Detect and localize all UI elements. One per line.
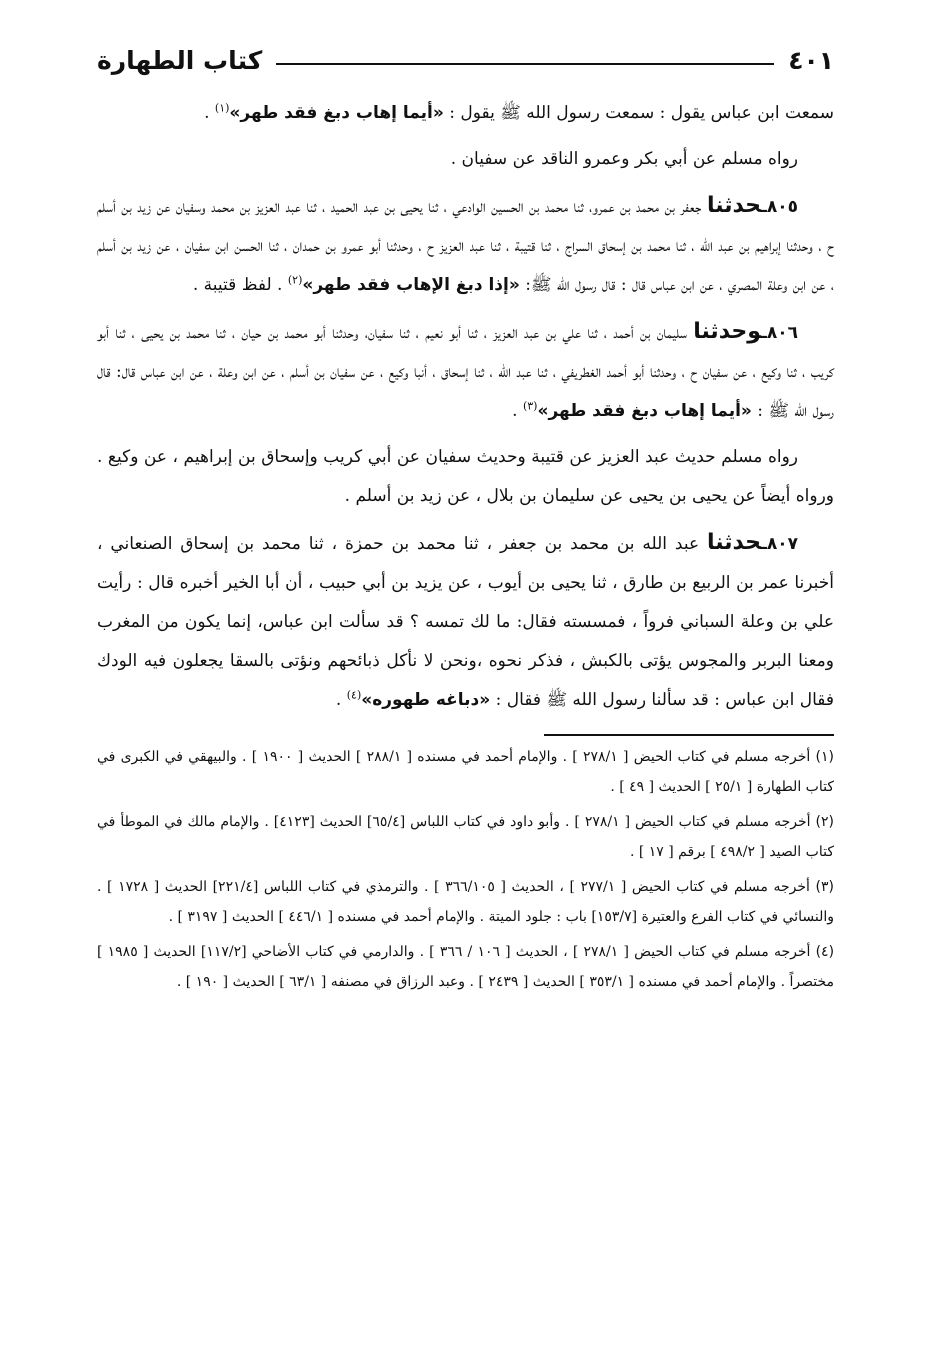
hadith-quote: «أيما إهاب دبغ فقد طهر» <box>229 103 444 123</box>
footnote-text: أخرجه مسلم في كتاب الحيض [ ٢٧٨/١ ] . والإمام أحمد في مسنده [ ٢٨٨/١ ] الحديث [ ١٩٠٠ ] . والبيهقي في الكبرى في كتاب الطهارة [ ٢٥/١ ] الحديث [ ٤٩ ] . <box>97 749 834 795</box>
narration-text: رواه مسلم حديث عبد العزيز عن قتيبة وحديث سفيان عن أبي كريب وإسحاق بن إبراهيم ، عن وكيع . ورواه أيضاً عن يحيى بن يحيى عن سليمان بن بلال ، عن زيد بن أسلم . <box>97 447 834 506</box>
footnote-marker: (١) <box>815 749 835 765</box>
footnote-marker: (٤) <box>815 944 835 960</box>
page-header <box>97 38 834 82</box>
footnotes <box>97 742 834 997</box>
hadith-quote: «دباغه طهوره» <box>361 690 491 710</box>
hadith-number: ٨٠٦ـ <box>761 323 798 343</box>
footnote-3 <box>97 872 834 932</box>
footnote-4 <box>97 937 834 997</box>
chapter-title: كتاب الطهارة <box>97 45 263 75</box>
footnote-ref[interactable]: (٣) <box>522 399 538 413</box>
footnote-text: أخرجه مسلم في كتاب الحيض [ ٢٧٨/١ ] ، الحديث [ ١٠٦ / ٣٦٦ ] . والدارمي في كتاب الأضاحي [١١٧/٢] الحديث [ ١٩٨٥ ] مختصراً . والإمام أحمد في مسنده [ ٣٥٣/١ ] الحديث [ ٢٤٣٩ ] . وعبد الرزاق في مصنفه [ ٦٣/١ ] الحديث [ ١٩٠ ] . <box>97 944 834 990</box>
isnad-text: عبد الله بن محمد بن جعفر ، ثنا محمد بن حمزة ، ثنا محمد بن إسحاق الصنعاني ، أخبرنا عمر بن الربيع بن طارق ، ثنا يحيى بن أيوب ، عن يزيد بن أبي حبيب ، أن أبا الخير أخبره قال : رأيت علي بن وعلة السباني فرواً ، فمسسته فقال: ما لك تمسه ؟ قد سألت ابن عباس، إنما يكون من المغرب ومعنا البربر والمجوس يؤتى بالكبش ، فذكر نحوه ،ونحن لا نأكل ذبائحهم ونؤتى بالسقا يجعلون فيه الودك فقال ابن عباس : قد سألنا رسول الله ﷺ فقال : <box>97 534 834 710</box>
footnote-ref[interactable]: (٤) <box>346 688 362 702</box>
paragraph <box>97 140 834 179</box>
footnote-separator <box>544 734 834 736</box>
paragraph <box>97 94 834 133</box>
footnote-1 <box>97 742 834 802</box>
hadith-number: ٨٠٥ـ <box>761 197 798 217</box>
narration-text: . <box>204 103 215 123</box>
narration-text: . لفظ قتيبة . <box>192 275 288 295</box>
hadith-number: ٨٠٧ـ <box>761 534 798 554</box>
hadith-lead-word: وحدثنا <box>693 319 762 344</box>
footnote-marker: (٣) <box>815 879 834 895</box>
hadith-quote: «إذا دبغ الإهاب فقد طهر» <box>302 275 520 295</box>
footnote-text: أخرجه مسلم في كتاب الحيض [ ٢٧٨/١ ] . وأبو داود في كتاب اللباس [٦٥/٤] الحديث [٤١٢٣] . والإمام مالك في الموطأ في كتاب الصيد [ ٤٩٨/٢ ] برقم [ ١٧ ] . <box>97 814 834 860</box>
footnote-ref[interactable]: (٢) <box>287 273 303 287</box>
page-number: ٤٠١ <box>788 45 834 75</box>
hadith-lead-word: حدثنا <box>706 530 762 555</box>
paragraph <box>97 438 834 516</box>
narration-text: . <box>512 401 523 421</box>
hadith-entry-806 <box>97 312 834 431</box>
footnote-2 <box>97 807 834 867</box>
hadith-entry-807 <box>97 523 834 720</box>
narration-text: . <box>335 690 347 710</box>
body-text <box>97 94 834 720</box>
narration-text: رواه مسلم عن أبي بكر وعمرو الناقد عن سفيان . <box>450 149 798 169</box>
hadith-lead-word: حدثنا <box>706 193 762 218</box>
narration-text: سمعت ابن عباس يقول : سمعت رسول الله ﷺ يقول : <box>443 103 834 123</box>
header-rule <box>276 63 774 65</box>
isnad-text: سليمان بن أحمد ، ثنا علي بن عبد العزيز ، ثنا أبو نعيم ، ثنا سفيان، وحدثنا أبو محمد بن حيان ، ثنا محمد بن يحيى ، ثنا أبو كريب ، ثنا وكيع ، عن سفيان ح ، وحدثنا أبو أحمد الغطريفي ، ثنا عبد الله ، ثنا إسحاق ، أنبا وكيع ، عن سفيان بن أسلم ، عن ابن وعلة ، عن ابن عباس قال: قال رسول الله ﷺ : <box>97 323 834 421</box>
footnote-ref[interactable]: (١) <box>214 101 230 115</box>
footnote-marker: (٢) <box>815 814 835 830</box>
footnote-text: أخرجه مسلم في كتاب الحيض [ ٢٧٧/١ ] ، الحديث [ ٣٦٦/١٠٥ ] . والترمذي في كتاب اللباس [٢٢١/٤] الحديث [ ١٧٢٨ ] . والنسائي في كتاب الفرع والعتيرة [١٥٣/٧] باب : جلود الميتة . والإمام أحمد في مسنده [ ٤٤٦/١ ] الحديث [ ٣١٩٧ ] . <box>97 879 834 925</box>
hadith-quote: «أيما إهاب دبغ فقد طهر» <box>537 401 752 421</box>
hadith-entry-805 <box>97 186 834 305</box>
isnad-text: جعفر بن محمد بن عمرو، ثنا محمد بن الحسين الوادعي ، ثنا يحيى بن عبد الحميد ، ثنا عبد العزيز بن محمد وسفيان عن زيد بن أسلم ح ، وحدثنا إبراهيم بن عبد الله ، ثنا محمد بن إسحاق السراج ، ثنا قتيبة ، ثنا عبد العزيز ح ، وحدثنا أبو عمرو بن حمدان ، ثنا الحسن ابن سفيان ، عن زيد بن أسلم ، عن ابن وعلة المصري ، عن ابن عباس قال : قال رسول الله ﷺ: <box>97 197 834 295</box>
